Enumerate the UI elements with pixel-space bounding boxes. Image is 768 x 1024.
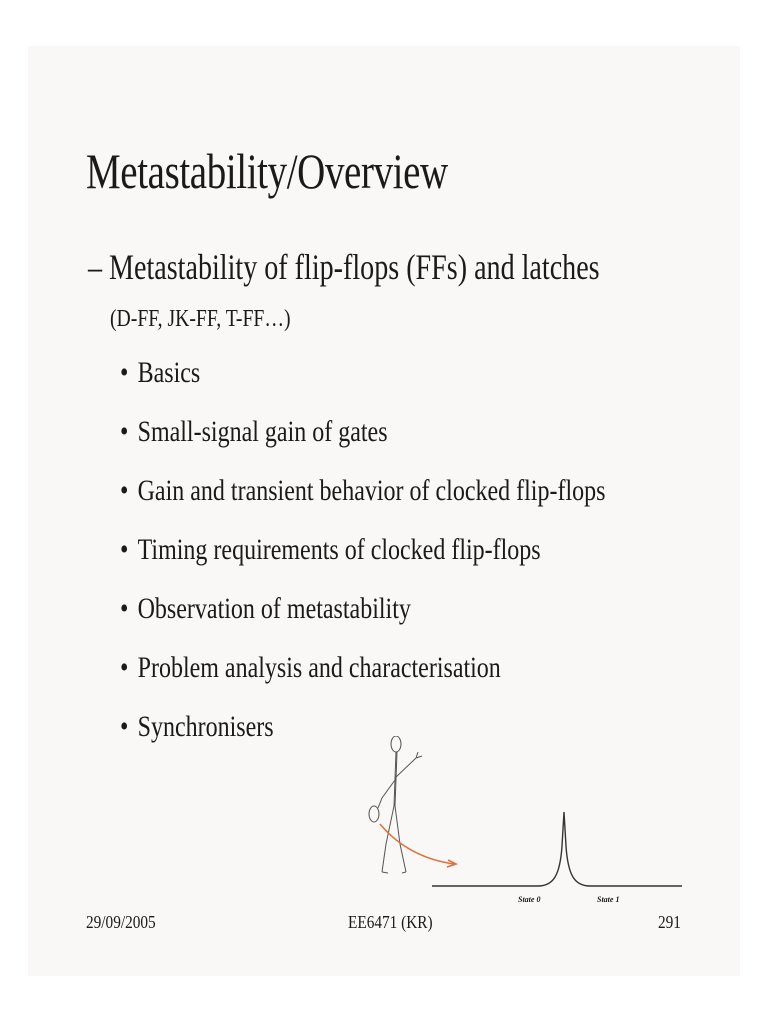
- footer-date: 29/09/2005: [86, 912, 156, 932]
- state-0-label: State 0: [518, 895, 541, 904]
- bullet-item: [120, 356, 605, 415]
- bullet-text: Observation of metastability: [137, 592, 411, 625]
- slide-page: [28, 46, 740, 976]
- figure-lower-arm: [378, 780, 395, 808]
- state-1-label: State 1: [597, 895, 620, 904]
- ball-icon: [369, 806, 379, 822]
- footer-page-number: 291: [658, 912, 681, 932]
- bullet-list: [120, 356, 727, 769]
- bullet-item: [120, 474, 605, 533]
- slide-subheading: – Metastability of flip-flops (FFs) and latches: [88, 247, 600, 287]
- bullet-marker: •: [120, 592, 129, 625]
- bullet-item: [120, 533, 605, 592]
- bullet-marker: •: [120, 474, 129, 507]
- slide-subnote: (D-FF, JK-FF, T-FF…): [110, 306, 291, 332]
- bullet-text: Basics: [137, 356, 201, 389]
- bullet-marker: •: [120, 710, 129, 743]
- potential-curve: [432, 812, 682, 886]
- metastability-illustration: [348, 736, 688, 906]
- bullet-text: Problem analysis and characterisation: [137, 651, 501, 684]
- bullet-text: Timing requirements of clocked flip-flops: [137, 533, 541, 566]
- figure-raised-hand: [416, 752, 422, 758]
- bullet-item: [120, 651, 605, 710]
- bullet-text: Small-signal gain of gates: [137, 415, 388, 448]
- figure-raised-arm: [395, 758, 416, 778]
- bullet-marker: •: [120, 415, 129, 448]
- bullet-item: [120, 415, 605, 474]
- bullet-text: Gain and transient behavior of clocked flip-flops: [137, 474, 606, 507]
- throw-arrow: [380, 824, 454, 864]
- bullet-text: Synchronisers: [137, 710, 274, 743]
- bullet-marker: •: [120, 651, 129, 684]
- figure-right-leg: [395, 806, 406, 872]
- bullet-marker: •: [120, 356, 129, 389]
- footer-course: EE6471 (KR): [348, 912, 433, 932]
- figure-head: [391, 736, 401, 752]
- figure-left-leg: [382, 806, 394, 872]
- figure-feet: [382, 872, 406, 873]
- bullet-marker: •: [120, 533, 129, 566]
- slide-title: Metastability/Overview: [86, 143, 448, 199]
- bullet-item: [120, 592, 605, 651]
